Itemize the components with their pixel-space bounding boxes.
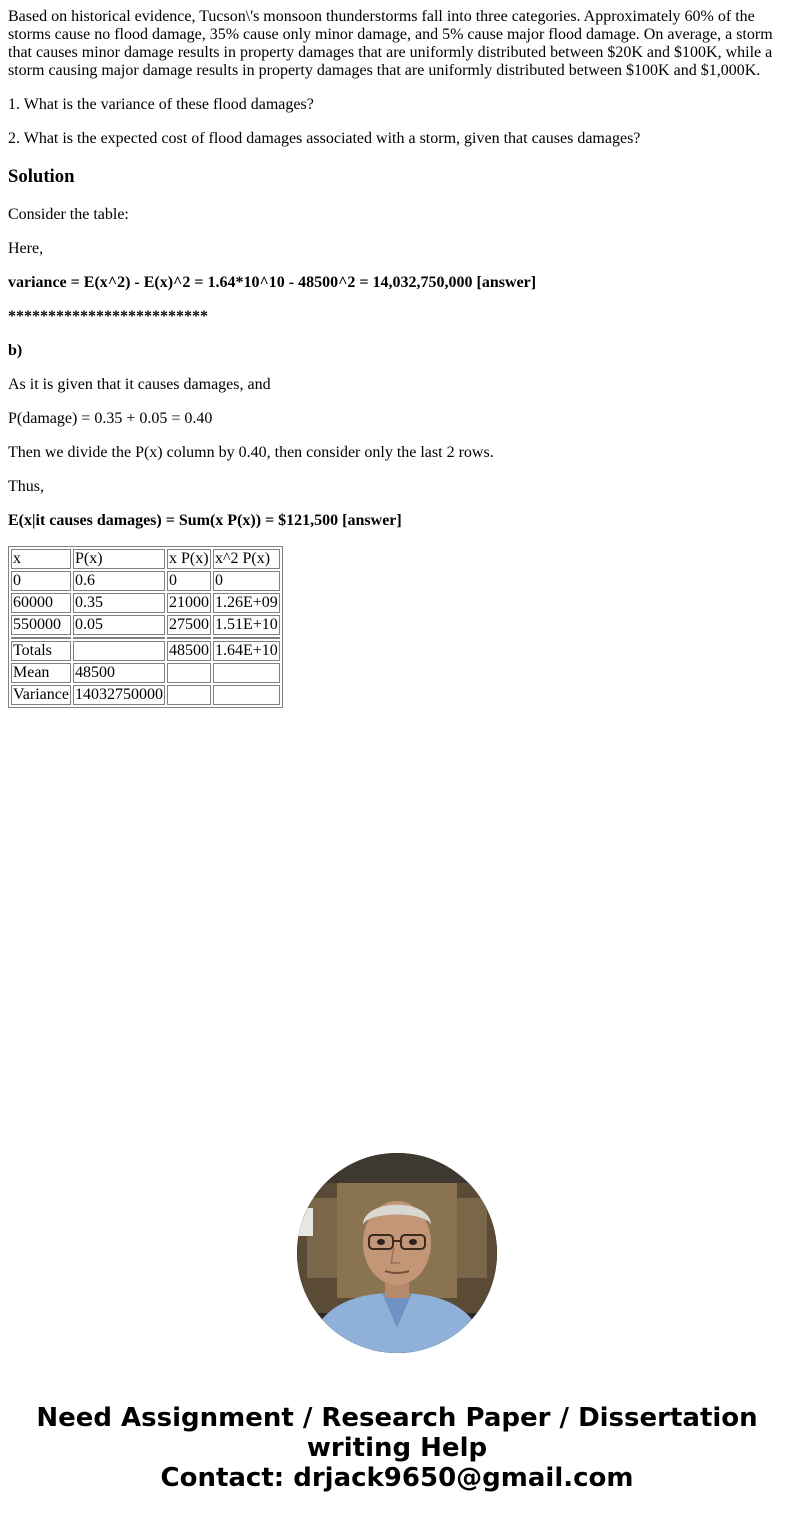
author-photo-image [297, 1153, 497, 1353]
divide-text: Then we divide the P(x) column by 0.40, then consider only the last 2 rows. [8, 444, 494, 461]
table-cell: 0 [213, 571, 280, 591]
table-cell: 27500 [168, 616, 209, 633]
variance-answer-text: variance = E(x^2) - E(x)^2 = 1.64*10^10 - 48500^2 = 14,032,750,000 [answer] [8, 274, 537, 291]
table-cell: 1.51E+10 [214, 616, 278, 633]
calculation-table [8, 546, 283, 708]
table-cell: 0.05 [73, 615, 165, 635]
table-cell [213, 685, 280, 705]
table-header-row [11, 549, 280, 569]
table-header-cell: P(x) [73, 549, 165, 569]
promo-line-1: Need Assignment / Research Paper / Dissertation [36, 1403, 758, 1433]
table-cell: 0.6 [73, 571, 165, 591]
table-cell: 1.64E+10 [214, 642, 278, 659]
table-header-cell: x^2 P(x) [213, 549, 280, 569]
table-separator-row [11, 637, 280, 639]
question-2: 2. What is the expected cost of flood damages associated with a storm, given that causes damages? [8, 130, 641, 147]
table-cell: 14032750000 [74, 686, 163, 703]
thus-text: Thus, [8, 478, 44, 495]
given-text: As it is given that it causes damages, and [8, 376, 271, 393]
table-cell: 0 [11, 571, 71, 591]
question-intro: Based on historical evidence, Tucson\'s monsoon thunderstorms fall into three categories. Approximately 60% of the storms cause no flood damage, 35% cause only minor damage, and 5% cause major flood damage. On average, a storm that causes minor damage results in property damages that are uniformly distributed between $20K and $100K, while a storm causing major damage results in property damages that are uniformly distributed between $100K and $1,000K. [8, 8, 773, 79]
table-cell: 48500 [73, 663, 165, 683]
part-b-label [8, 342, 786, 360]
table-row [11, 571, 280, 591]
here-text: Here, [8, 240, 44, 257]
table-cell [167, 663, 211, 683]
table-cell: 550000 [11, 615, 71, 635]
document-body [8, 0, 786, 708]
expected-answer-text: E(x|it causes damages) = Sum(x P(x)) = $121,500 [answer] [8, 512, 402, 529]
table-variance-row [11, 685, 280, 705]
table-separator-cell [213, 637, 280, 639]
table-header-cell: x P(x) [167, 549, 211, 569]
table-totals-row [11, 641, 280, 661]
table-cell: 1.26E+09 [214, 594, 278, 611]
table-cell: Mean [11, 663, 71, 683]
table-cell: Variance [13, 686, 69, 703]
separator-stars-text: ************************* [8, 308, 208, 325]
table-cell: Totals [11, 641, 71, 661]
table-cell [73, 641, 165, 661]
separator-stars [8, 308, 786, 326]
table-cell: 0.35 [73, 593, 165, 613]
variance-answer [8, 274, 786, 292]
part-b-label-text: b) [8, 342, 23, 359]
solution-heading: Solution [8, 166, 75, 187]
consider-text: Consider the table: [8, 206, 129, 223]
question-1: 1. What is the variance of these flood damages? [8, 96, 314, 113]
promo-line-2: writing Help [306, 1433, 488, 1463]
table-cell [167, 685, 211, 705]
table-separator-cell [11, 637, 71, 639]
author-avatar [297, 1153, 497, 1353]
table-row [11, 615, 280, 635]
promo-contact-line: Contact: drjack9650@gmail.com [160, 1463, 634, 1493]
table-separator-cell [167, 637, 211, 639]
table-row [11, 593, 280, 613]
table-mean-row [11, 663, 280, 683]
table-cell: 48500 [168, 642, 209, 659]
table-cell: 0 [167, 571, 211, 591]
table-cell: 21000 [168, 594, 209, 611]
p-damage-text: P(damage) = 0.35 + 0.05 = 0.40 [8, 410, 213, 427]
table-header-cell: x [11, 549, 71, 569]
expected-answer [8, 512, 786, 530]
table-cell [213, 663, 280, 683]
table-separator-cell [73, 637, 165, 639]
promo-footer [0, 1403, 794, 1493]
table-cell: 60000 [11, 593, 71, 613]
